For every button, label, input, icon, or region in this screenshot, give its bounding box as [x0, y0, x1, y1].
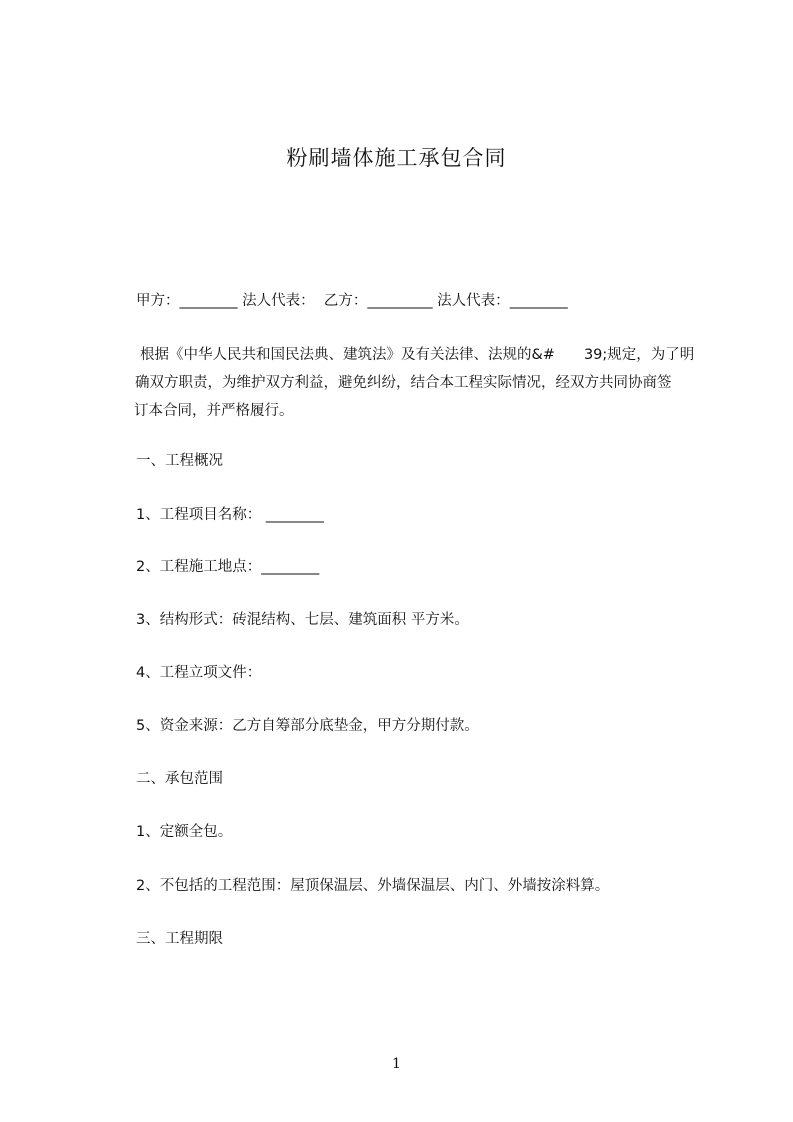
party-b-rep-blank: ________	[509, 293, 568, 309]
intro-line-3: 订本合同，并严格履行。	[134, 403, 294, 419]
party-b-rep-label: 法人代表：	[432, 293, 510, 309]
party-b-blank: _________	[367, 293, 433, 309]
section-1-item-3: 3、结构形式：砖混结构、七层、建筑面积 平方米。	[136, 612, 469, 628]
section-2-item-2: 2、不包括的工程范围：屋顶保温层、外墙保温层、内门、外墙按涂料算。	[136, 878, 610, 894]
section-1-heading: 一、工程概况	[136, 453, 223, 469]
section-2-item-1: 1、定额全包。	[136, 824, 233, 840]
section-1-item-4: 4、工程立项文件：	[136, 665, 262, 681]
section-3-heading: 三、工程期限	[136, 931, 223, 947]
party-a-blank: ________	[179, 293, 238, 309]
intro-paragraph	[136, 341, 716, 425]
page-number: 1	[392, 1056, 401, 1072]
party-a-label: 甲方：	[136, 293, 180, 309]
intro-line-1: 根据《中华人民共和国民法典、建筑法》及有关法律、法规的&# 39;规定，为了明	[140, 347, 695, 363]
intro-line-2: 确双方职责，为维护双方利益，避免纠纷，结合本工程实际情况，经双方共同协商签	[135, 375, 672, 391]
party-b-label: 乙方：	[314, 293, 368, 309]
party-a-rep-label: 法人代表：	[237, 293, 315, 309]
section-1-item-2: 2、工程施工地点：________	[136, 559, 320, 575]
section-2-heading: 二、承包范围	[136, 771, 223, 787]
section-1-item-5: 5、资金来源：乙方自筹部分底垫金，甲方分期付款。	[136, 718, 479, 734]
document-title: 粉刷墙体施工承包合同	[286, 146, 507, 170]
section-1-item-1: 1、工程项目名称： ________	[136, 507, 324, 523]
parties-line	[136, 291, 568, 311]
